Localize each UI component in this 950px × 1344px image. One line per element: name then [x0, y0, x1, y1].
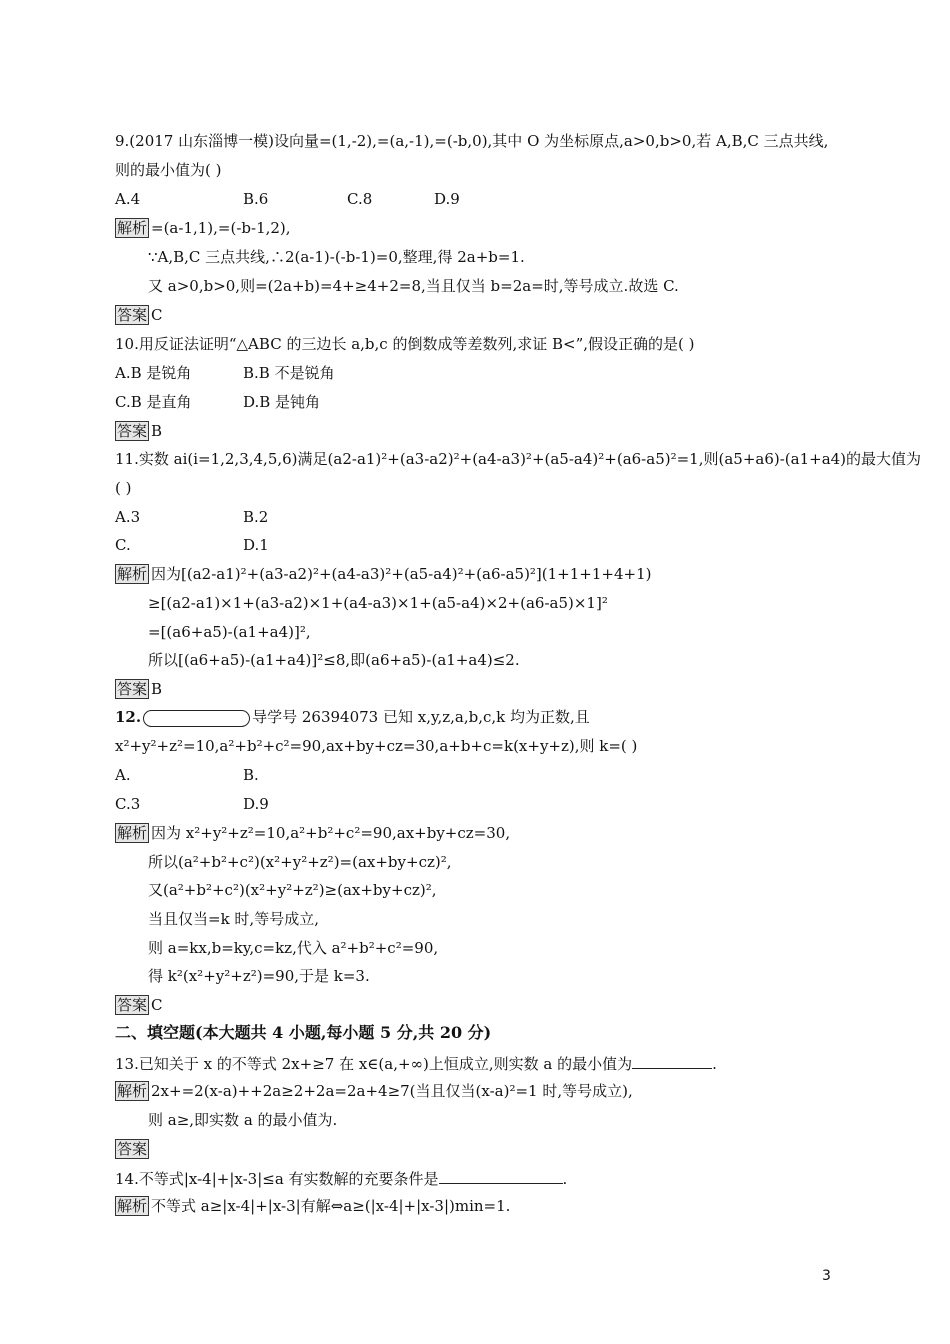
q13-analysis-line1	[115, 1081, 633, 1101]
page-number: 3	[822, 1268, 831, 1284]
q11-option-d: D.1	[243, 536, 269, 554]
q14-stem	[115, 1167, 567, 1189]
q9-options	[115, 189, 460, 209]
q12-option-d: D.9	[243, 795, 269, 813]
q12-analysis-line3: 又(a²+b²+c²)(x²+y²+z²)≥(ax+by+cz)²,	[148, 881, 437, 899]
q12-analysis-line4: 当且仅当=k 时,等号成立,	[148, 910, 319, 928]
q12-analysis-line6: 得 k²(x²+y²+z²)=90,于是 k=3.	[148, 967, 370, 985]
guide-number-badge	[143, 710, 250, 727]
answer-text: B	[151, 680, 163, 698]
answer-tag: 答案	[117, 680, 148, 698]
answer-text: B	[151, 422, 163, 440]
answer-tag: 答案	[117, 306, 148, 324]
q11-analysis-line1	[115, 564, 651, 584]
analysis-tag: 解析	[117, 565, 148, 583]
analysis-text: 因为 x²+y²+z²=10,a²+b²+c²=90,ax+by+cz=30,	[151, 824, 511, 842]
q11-answer	[115, 679, 162, 699]
analysis-text: 不等式 a≥|x-4|+|x-3|有解⇔a≥(|x-4|+|x-3|)min=1.	[151, 1197, 511, 1215]
q11-option-c: C.	[115, 536, 131, 554]
q11-stem-line2: ( )	[115, 479, 132, 497]
q13-stem-text: 13.已知关于 x 的不等式 2x+≥7 在 x∈(a,+∞)上恒成立,则实数 a 的最小值为	[115, 1055, 633, 1073]
answer-text: C	[151, 996, 163, 1014]
q12-stem-line2: x²+y²+z²=10,a²+b²+c²=90,ax+by+cz=30,a+b+c=k(x+y+z),则 k=( )	[115, 737, 638, 755]
q12-options-row1	[115, 765, 259, 785]
q12-stem-line1	[115, 707, 590, 727]
q9-stem-line2: 则的最小值为( )	[115, 161, 222, 179]
q14-analysis-line1	[115, 1196, 510, 1216]
q14-stem-end: .	[562, 1170, 568, 1188]
q10-option-a: A.B 是锐角	[115, 364, 192, 382]
q9-analysis-line1	[115, 218, 291, 238]
q12-analysis-line2: 所以(a²+b²+c²)(x²+y²+z²)=(ax+by+cz)²,	[148, 853, 452, 871]
q9-option-d: D.9	[434, 190, 460, 208]
q11-option-a: A.3	[115, 508, 141, 526]
analysis-text: 2x+=2(x-a)++2a≥2+2a=2a+4≥7(当且仅当(x-a)²=1 时,等号成立),	[151, 1082, 633, 1100]
q9-analysis-line3: 又 a>0,b>0,则=(2a+b)=4+≥4+2=8,当且仅当 b=2a=时,等号成立.故选 C.	[148, 277, 679, 295]
q10-option-c: C.B 是直角	[115, 393, 192, 411]
q13-stem-end: .	[712, 1055, 717, 1073]
q9-stem-line1: 9.(2017 山东淄博一模)设向量=(1,-2),=(a,-1),=(-b,0),其中 O 为坐标原点,a>0,b>0,若 A,B,C 三点共线,	[115, 132, 829, 150]
analysis-text: =(a-1,1),=(-b-1,2),	[151, 219, 291, 237]
analysis-tag: 解析	[117, 1082, 148, 1100]
answer-tag: 答案	[117, 1140, 148, 1158]
q9-answer	[115, 305, 163, 325]
q9-option-a: A.4	[115, 190, 141, 208]
q12-option-a: A.	[115, 766, 131, 784]
q12-analysis-line1	[115, 823, 510, 843]
q11-option-b: B.2	[243, 508, 269, 526]
q13-stem	[115, 1052, 717, 1074]
q10-option-d: D.B 是钝角	[243, 393, 321, 411]
answer-text: C	[151, 306, 163, 324]
q9-option-c: C.8	[347, 190, 373, 208]
q9-option-b: B.6	[243, 190, 269, 208]
q12-stem-text: 导学号 26394073 已知 x,y,z,a,b,c,k 均为正数,且	[252, 708, 590, 726]
q11-options-row2	[115, 535, 269, 555]
q12-options-row2	[115, 794, 269, 814]
analysis-text: 因为[(a2-a1)²+(a3-a2)²+(a4-a3)²+(a5-a4)²+(a6-a5)²](1+1+1+4+1)	[151, 565, 652, 583]
analysis-tag: 解析	[117, 824, 148, 842]
q10-options-row1	[115, 363, 335, 383]
q11-analysis-line4: 所以[(a6+a5)-(a1+a4)]²≤8,即(a6+a5)-(a1+a4)≤2.	[148, 651, 520, 669]
answer-tag: 答案	[117, 996, 148, 1014]
analysis-tag: 解析	[117, 1197, 148, 1215]
q12-option-b: B.	[243, 766, 259, 784]
q10-option-b: B.B 不是锐角	[243, 364, 335, 382]
q11-analysis-line3: =[(a6+a5)-(a1+a4)]²,	[148, 623, 311, 641]
q10-answer	[115, 421, 162, 441]
q13-answer	[115, 1139, 151, 1159]
q11-options-row1	[115, 507, 268, 527]
q12-number: 12.	[115, 708, 142, 726]
q14-stem-text: 14.不等式|x-4|+|x-3|≤a 有实数解的充要条件是	[115, 1170, 439, 1188]
q9-analysis-line2: ∵A,B,C 三点共线,∴2(a-1)-(-b-1)=0,整理,得 2a+b=1.	[148, 248, 525, 266]
q10-stem: 10.用反证法证明“△ABC 的三边长 a,b,c 的倒数成等差数列,求证 B<”,假设正确的是( )	[115, 335, 695, 353]
answer-blank	[632, 1052, 712, 1069]
q11-analysis-line2: ≥[(a2-a1)×1+(a3-a2)×1+(a4-a3)×1+(a5-a4)×2+(a6-a5)×1]²	[148, 594, 608, 612]
q12-option-c: C.3	[115, 795, 141, 813]
q12-analysis-line5: 则 a=kx,b=ky,c=kz,代入 a²+b²+c²=90,	[148, 939, 439, 957]
section-heading: 二、填空题(本大题共 4 小题,每小题 5 分,共 20 分)	[115, 1023, 492, 1042]
q11-stem-line1: 11.实数 ai(i=1,2,3,4,5,6)满足(a2-a1)²+(a3-a2)²+(a4-a3)²+(a5-a4)²+(a6-a5)²=1,则(a5+a6)-(a1+a4)的最大值为	[115, 450, 922, 468]
q12-answer	[115, 995, 163, 1015]
answer-tag: 答案	[117, 422, 148, 440]
q13-analysis-line2: 则 a≥,即实数 a 的最小值为.	[148, 1111, 338, 1129]
q10-options-row2	[115, 392, 320, 412]
analysis-tag: 解析	[117, 219, 148, 237]
answer-blank	[439, 1167, 563, 1184]
